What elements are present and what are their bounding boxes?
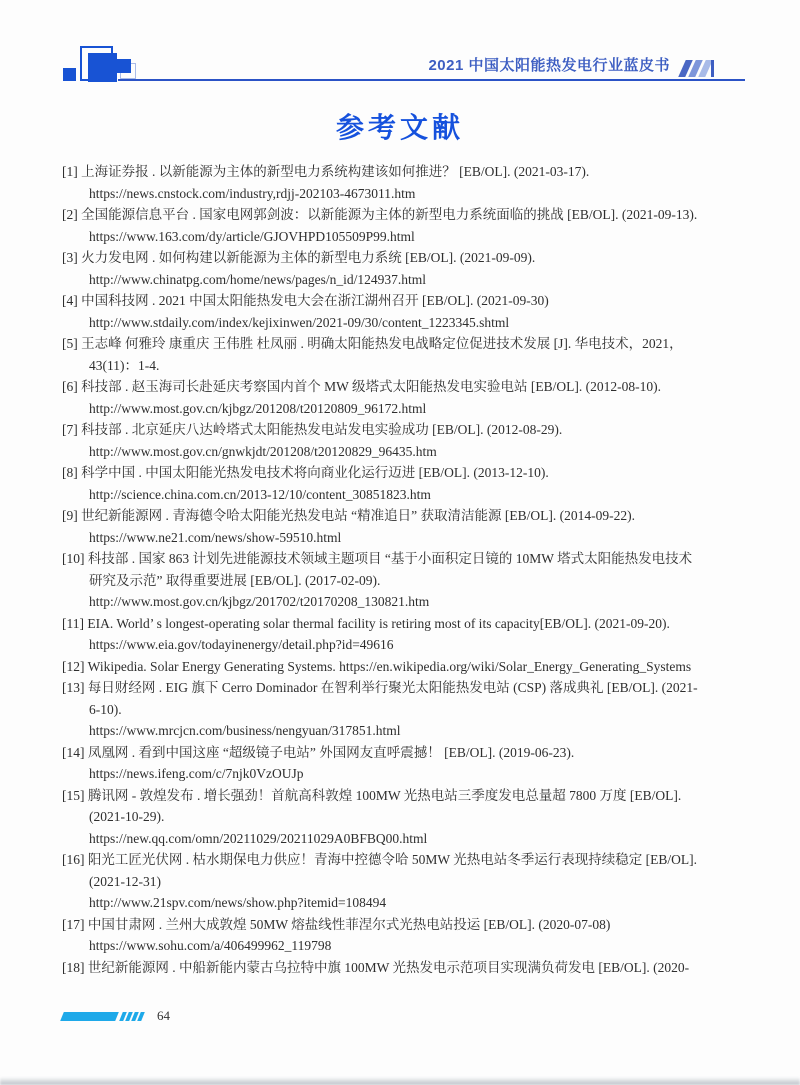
reference-item: [62, 161, 748, 204]
reference-continuation-line: https://www.mrcjcn.com/business/nengyuan/317851.html: [89, 723, 401, 738]
reference-item: [62, 613, 748, 656]
reference-item: [62, 204, 748, 247]
reference-first-line: [9] 世纪新能源网 . 青海德令哈太阳能光热发电站 “精准追日” 获取清洁能源 [EB/OL]. (2014-09-22).: [62, 508, 635, 523]
reference-first-line: [7] 科技部 . 北京延庆八达岭塔式太阳能热发电站发电实验成功 [EB/OL]. (2012-08-29).: [62, 422, 563, 437]
reference-first-line: [16] 阳光工匠光伏网 . 枯水期保电力供应！青海中控德令哈 50MW 光热电站冬季运行表现持续稳定 [EB/OL].: [62, 852, 697, 867]
reference-continuation-line: 43(11)：1-4.: [89, 357, 160, 373]
reference-item: [62, 247, 748, 290]
reference-continuation-line: https://www.sohu.com/a/406499962_119798: [89, 938, 332, 953]
references-list: [62, 161, 748, 978]
header-rule: [118, 79, 745, 81]
reference-continuation-line: http://www.chinatpg.com/home/news/pages/n_id/124937.html: [89, 271, 426, 287]
reference-continuation-line: https://www.163.com/dy/article/GJOVHPD105509P99.html: [89, 228, 415, 244]
reference-continuation-line: http://www.stdaily.com/index/kejixinwen/2021-09/30/content_1223345.shtml: [89, 314, 510, 330]
reference-continuation-line: http://www.21spv.com/news/show.php?itemid=108494: [89, 895, 387, 910]
reference-item: [62, 677, 748, 742]
reference-first-line: [2] 全国能源信息平台 . 国家电网郭剑波：以新能源为主体的新型电力系统面临的挑战 [EB/OL]. (2021-09-13).: [62, 207, 698, 222]
page-title: 参考文献: [335, 112, 464, 143]
reference-continuation-line: https://www.eia.gov/todayinenergy/detail.php?id=49616: [89, 637, 394, 652]
reference-continuation-line: http://www.most.gov.cn/gnwkjdt/201208/t20120829_96435.htm: [89, 443, 437, 459]
reference-first-line: [5] 王志峰 何雅玲 康重庆 王伟胜 杜凤丽 . 明确太阳能热发电战略定位促进技术发展 [J]. 华电技术，2021，: [62, 336, 683, 351]
reference-first-line: [14] 凤凰网 . 看到中国这座 “超级镜子电站” 外国网友直呼震撼！ [EB/OL]. (2019-06-23).: [62, 744, 575, 760]
reference-item: [62, 548, 748, 613]
reference-item: [62, 419, 748, 462]
reference-item: [62, 957, 748, 979]
reference-continuation-line: 6-10).: [89, 701, 122, 717]
reference-first-line: [4] 中国科技网 . 2021 中国太阳能热发电大会在浙江湖州召开 [EB/OL]. (2021-09-30): [62, 293, 549, 308]
reference-continuation-line: http://science.china.com.cn/2013-12/10/content_30851823.htm: [89, 486, 431, 502]
page-footer: [62, 1010, 170, 1022]
reference-item: [62, 376, 748, 419]
reference-item: [62, 656, 748, 678]
reference-first-line: [13] 每日财经网 . EIG 旗下 Cerro Dominador 在智利举行聚光太阳能热发电站 (CSP) 落成典礼 [EB/OL]. (2021-: [62, 680, 698, 695]
reference-first-line: [18] 世纪新能源网 . 中船新能内蒙古乌拉特中旗 100MW 光热发电示范项目实现满负荷发电 [EB/OL]. (2020-: [62, 959, 690, 975]
reference-item: [62, 785, 748, 850]
reference-first-line: [10] 科技部 . 国家 863 计划先进能源技术领域主题项目 “基于小面积定日镜的 10MW 塔式太阳能热发电技术: [62, 551, 693, 566]
reference-continuation-line: 研究及示范” 取得重要进展 [EB/OL]. (2017-02-09).: [89, 572, 381, 588]
reference-item: [62, 290, 748, 333]
page-number: 64: [157, 1008, 170, 1023]
reference-first-line: [1] 上海证券报 . 以新能源为主体的新型电力系统构建该如何推进？ [EB/OL]. (2021-03-17).: [62, 164, 590, 179]
scan-bottom-edge: [0, 1077, 800, 1085]
reference-continuation-line: http://www.most.gov.cn/kjbgz/201208/t20120809_96172.html: [89, 400, 427, 416]
logo-large-square: [88, 53, 117, 82]
reference-continuation-line: https://news.cnstock.com/industry,rdjj-202103-4673011.htm: [89, 185, 416, 201]
reference-first-line: [11] EIA. World’ s longest-operating solar thermal facility is retiring most of its capacity[EB/OL]. (2021-09-20).: [62, 615, 670, 631]
reference-item: [62, 849, 748, 914]
footer-bar-icon: [60, 1012, 119, 1021]
reference-first-line: [17] 中国甘肃网 . 兰州大成敦煌 50MW 熔盐线性菲涅尔式光热电站投运 [EB/OL]. (2020-07-08): [62, 916, 611, 932]
logo-small-right-square: [117, 59, 131, 73]
reference-first-line: [8] 科学中国 . 中国太阳能光热发电技术将向商业化运行迈进 [EB/OL]. (2013-12-10).: [62, 465, 549, 480]
reference-continuation-line: http://www.most.gov.cn/kjbgz/201702/t20170208_130821.htm: [89, 594, 430, 609]
reference-continuation-line: https://new.qq.com/omn/20211029/20211029A0BFBQ00.html: [89, 830, 428, 846]
reference-item: [62, 505, 748, 548]
reference-first-line: [12] Wikipedia. Solar Energy Generating Systems. https://en.wikipedia.org/wiki/Solar_Energy_Generating_Systems: [62, 658, 692, 674]
reference-item: [62, 462, 748, 505]
reference-item: [62, 333, 748, 376]
header-slashes-icon: [682, 60, 709, 77]
reference-item: [62, 914, 748, 957]
reference-continuation-line: https://news.ifeng.com/c/7njk0VzOUJp: [89, 766, 304, 781]
reference-item: [62, 742, 748, 785]
booklet-title: 2021 中国太阳能热发电行业蓝皮书: [428, 57, 670, 74]
reference-first-line: [6] 科技部 . 赵玉海司长赴延庆考察国内首个 MW 级塔式太阳能热发电实验电站 [EB/OL]. (2012-08-10).: [62, 379, 661, 394]
reference-continuation-line: (2021-10-29).: [89, 809, 165, 824]
reference-first-line: [15] 腾讯网 - 敦煌发布 . 增长强劲！首航高科敦煌 100MW 光热电站三季度发电总量超 7800 万度 [EB/OL].: [62, 787, 682, 803]
reference-continuation-line: https://www.ne21.com/news/show-59510.html: [89, 529, 342, 545]
reference-continuation-line: (2021-12-31): [89, 873, 161, 889]
footer-slashes-icon: [121, 1012, 143, 1021]
page-header: [0, 0, 800, 95]
header-vertical-bar: [711, 60, 714, 77]
logo-small-left-square: [63, 68, 76, 81]
reference-first-line: [3] 火力发电网 . 如何构建以新能源为主体的新型电力系统 [EB/OL]. (2021-09-09).: [62, 250, 536, 265]
